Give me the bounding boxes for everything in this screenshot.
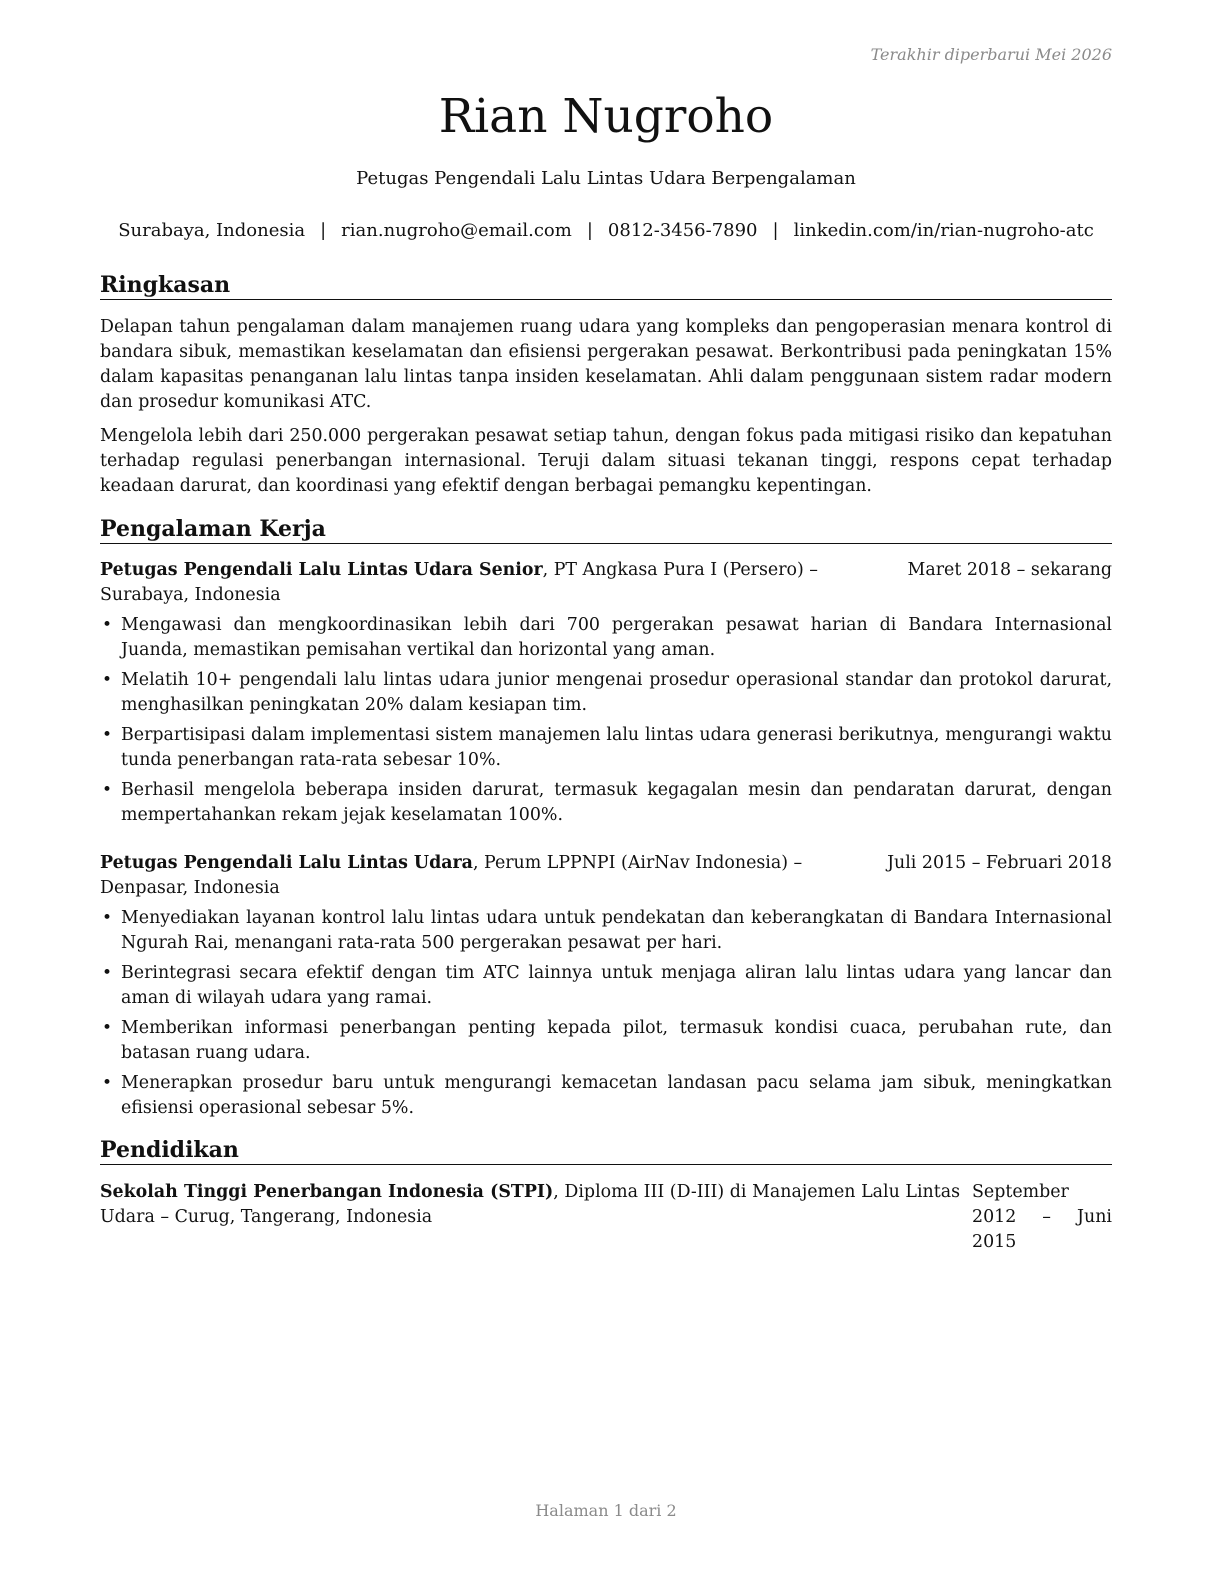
contact-separator: | — [586, 220, 593, 241]
job-role: Petugas Pengendali Lalu Lintas Udara — [100, 853, 473, 873]
contact-line — [100, 220, 1112, 241]
last-updated: Terakhir diperbarui Mei 2026 — [870, 45, 1112, 64]
bullet-icon: • — [102, 1073, 113, 1093]
list-item — [100, 906, 1112, 956]
page-number: Halaman 1 dari 2 — [535, 1501, 677, 1520]
candidate-headline: Petugas Pengendali Lalu Lintas Udara Berpengalaman — [356, 168, 856, 189]
bullet-text: Berintegrasi secara efektif dengan tim ATC lainnya untuk menjaga aliran lalu lintas udara yang lancar dan aman di wilayah udara yang ramai. — [121, 963, 1112, 1008]
bullet-icon: • — [102, 963, 113, 983]
candidate-name: Rian Nugroho — [438, 89, 774, 144]
resume-page — [100, 0, 1112, 1584]
section-title-education: Pendidikan — [100, 1136, 1112, 1165]
job-bullet-list — [100, 613, 1112, 833]
education-school: Sekolah Tinggi Penerbangan Indonesia (STPI) — [100, 1182, 554, 1202]
list-item — [100, 723, 1112, 773]
summary-paragraph: Delapan tahun pengalaman dalam manajemen ruang udara yang kompleks dan pengoperasian menara kontrol di bandara sibuk, memastikan keselamatan dan efisiensi pergerakan pesawat. Berkontribusi pada peningkatan 15% dalam kapasitas penanganan lalu lintas tanpa insiden keselamatan. Ahli dalam penggunaan sistem radar modern dan prosedur komunikasi ATC. — [100, 317, 1112, 412]
bullet-text: Melatih 10+ pengendali lalu lintas udara junior mengenai prosedur operasional standar dan protokol darurat, menghasilkan peningkatan 20% dalam kesiapan tim. — [121, 670, 1112, 715]
list-item — [100, 668, 1112, 718]
summary-paragraph: Mengelola lebih dari 250.000 pergerakan pesawat setiap tahun, dengan fokus pada mitigasi risiko dan kepatuhan terhadap regulasi penerbangan internasional. Teruji dalam situasi tekanan tinggi, respons cepat terhadap keadaan darurat, dan koordinasi yang efektif dengan berbagai pemangku kepentingan. — [100, 426, 1112, 496]
list-item — [100, 613, 1112, 663]
job-organization: , Perum LPPNPI (AirNav Indonesia) – Denpasar, Indonesia — [100, 853, 803, 898]
education-entry — [100, 1180, 1112, 1252]
list-item — [100, 1016, 1112, 1066]
bullet-text: Menerapkan prosedur baru untuk mengurangi kemacetan landasan pacu selama jam sibuk, meningkatkan efisiensi operasional sebesar 5%. — [121, 1073, 1112, 1118]
contact-email[interactable]: rian.nugroho@email.com — [341, 220, 572, 241]
education-detail: , Diploma III (D-III) di Manajemen Lalu Lintas Udara – Curug, Tangerang, Indonesia — [100, 1182, 960, 1227]
job-dates: Juli 2015 – Februari 2018 — [887, 853, 1112, 873]
job-header — [100, 851, 1112, 901]
bullet-icon: • — [102, 908, 113, 928]
bullet-text: Memberikan informasi penerbangan penting kepada pilot, termasuk kondisi cuaca, perubahan rute, dan batasan ruang udara. — [121, 1018, 1112, 1063]
education-dates: September 2012 – Juni 2015 — [972, 1182, 1112, 1252]
job-bullet-list — [100, 906, 1112, 1126]
bullet-icon: • — [102, 1018, 113, 1038]
contact-location: Surabaya, Indonesia — [118, 220, 306, 241]
bullet-icon: • — [102, 780, 113, 800]
contact-phone: 0812-3456-7890 — [607, 220, 758, 241]
bullet-icon: • — [102, 670, 113, 690]
list-item — [100, 1071, 1112, 1121]
contact-linkedin[interactable]: linkedin.com/in/rian-nugroho-atc — [793, 220, 1094, 241]
bullet-icon: • — [102, 615, 113, 635]
job-role: Petugas Pengendali Lalu Lintas Udara Senior — [100, 560, 543, 580]
contact-separator: | — [320, 220, 327, 241]
bullet-text: Mengawasi dan mengkoordinasikan lebih dari 700 pergerakan pesawat harian di Bandara Internasional Juanda, memastikan pemisahan vertikal dan horizontal yang aman. — [121, 615, 1112, 660]
contact-separator: | — [772, 220, 779, 241]
job-header — [100, 558, 1112, 608]
section-title-experience: Pengalaman Kerja — [100, 515, 1112, 544]
bullet-icon: • — [102, 725, 113, 745]
bullet-text: Menyediakan layanan kontrol lalu lintas udara untuk pendekatan dan keberangkatan di Bandara Internasional Ngurah Rai, menangani rata-rata 500 pergerakan pesawat per hari. — [121, 908, 1112, 953]
section-title-summary: Ringkasan — [100, 271, 1112, 300]
job-dates: Maret 2018 – sekarang — [907, 560, 1112, 580]
bullet-text: Berpartisipasi dalam implementasi sistem manajemen lalu lintas udara generasi berikutnya, mengurangi waktu tunda penerbangan rata-rata sebesar 10%. — [121, 725, 1112, 770]
bullet-text: Berhasil mengelola beberapa insiden darurat, termasuk kegagalan mesin dan pendaratan darurat, dengan mempertahankan rekam jejak keselamatan 100%. — [121, 780, 1112, 825]
list-item — [100, 961, 1112, 1011]
list-item — [100, 778, 1112, 828]
job-organization: , PT Angkasa Pura I (Persero) – Surabaya, Indonesia — [100, 560, 818, 605]
